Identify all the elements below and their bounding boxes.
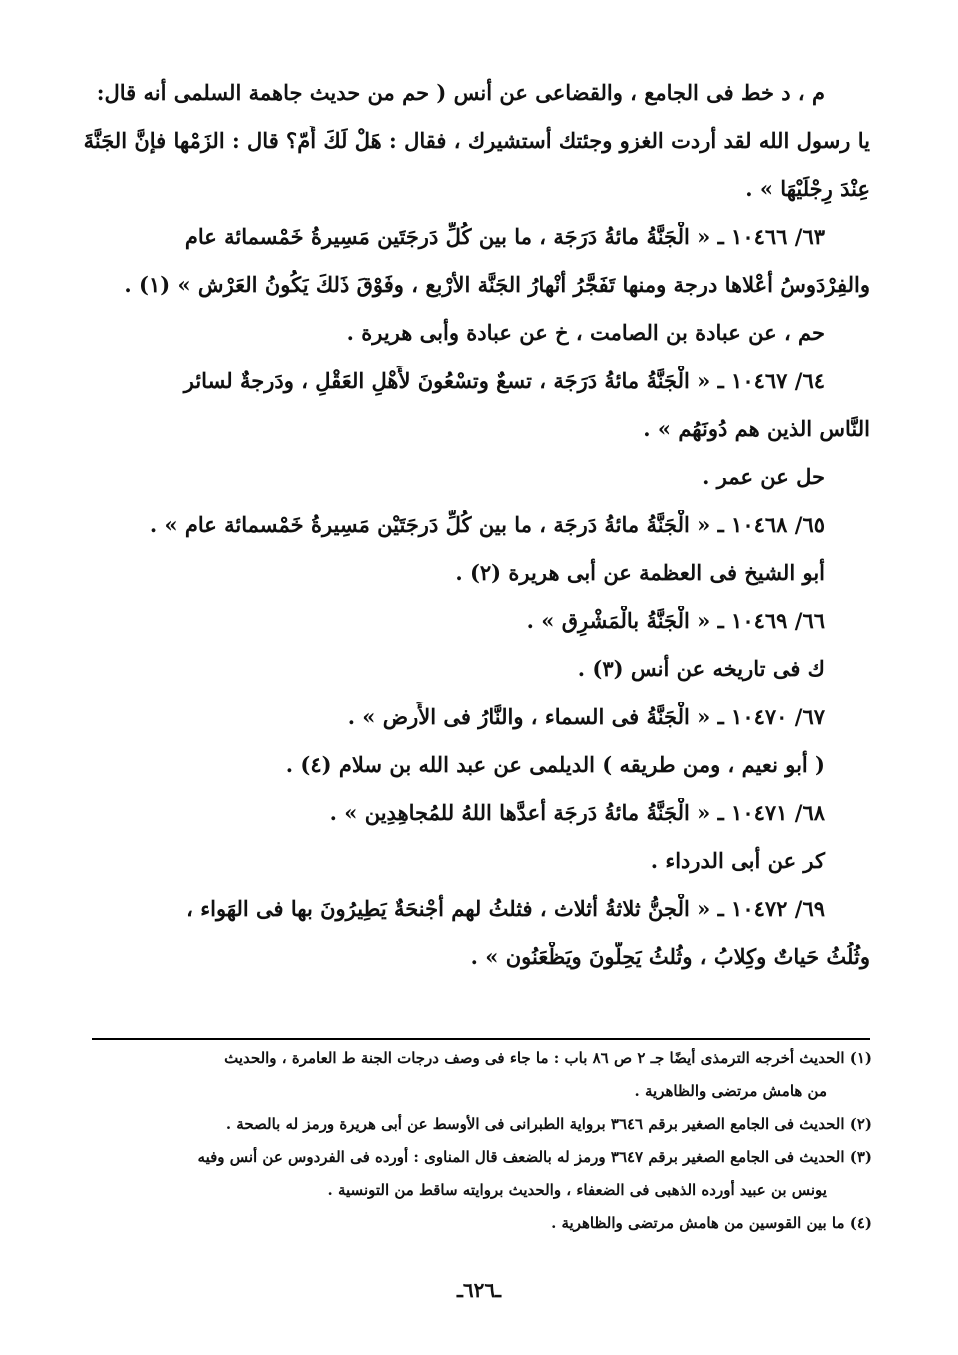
text-line: ( أبو نعيم ، ومن طريقه ) الديلمى عن عبد الله بن سلام (٤) . — [285, 752, 825, 777]
text-line: ٦٧/ ١٠٤٧٠ ـ « الْجَنَّةُ فى السماء ، والنَّارُ فى الأَرض » . — [347, 704, 825, 729]
text-line: النَّاس الذين هم دُونَهُم » . — [643, 416, 870, 441]
footnote-line: (١) الحديث أخرجه الترمذى أيضًا جـ ٢ ص ٨٦ باب : ما جاء فى وصف درجات الجنة ط العامرة ، والحديث — [224, 1049, 872, 1067]
footnote-line: (٤) ما بين القوسين من هامش مرتضى والظاهرية . — [551, 1214, 872, 1232]
text-line: أبو الشيخ فى العظمة عن أبى هريرة (٢) . — [455, 560, 825, 585]
text-line: ٦٣/ ١٠٤٦٦ ـ « الْجَنَّةُ مائةُ دَرَجَة ، ما بين كُلِّ دَرجَتَين مَسِيرةُ خَمْسمائة عام — [184, 224, 825, 249]
text-line: حم ، عن عبادة بن الصامت ، خ عن عبادة وأبى هريرة . — [346, 320, 825, 345]
footnote-divider — [92, 1038, 870, 1040]
text-line: والفِرْدَوسُ أعْلاها درجة ومنها تَفَجَّرُ أنْهارُ الجَنَّة الأرْبع ، وفَوْقَ ذَلكَ يَكُونُ العَرْش » (١) . — [124, 272, 870, 297]
text-line: ٦٩/ ١٠٤٧٢ ـ « الْجنُّ ثلاثةُ أثلاث ، فثلثُ لهم أجْنحَةٌ يَطِيرُونَ بها فى الهَواء ، — [186, 896, 825, 921]
main-text — [80, 78, 870, 990]
footnote-line: (٣) الحديث فى الجامع الصغير برقم ٣٦٤٧ ورمز له بالضعف قال المناوى : أورده فى الفردوس عن أنس وفيه — [197, 1148, 872, 1166]
text-line: حل عن عمر . — [702, 464, 825, 489]
text-line: عِنْدَ رِجْلَيْهَا » . — [745, 176, 870, 201]
text-line: كر عن أبى الدرداء . — [650, 848, 825, 873]
text-line: ك فى تاريخه عن أنس (٣) . — [577, 656, 825, 681]
text-line: م ، د خط فى الجامع ، والقضاعى عن أنس ( حم من حديث جاهمة السلمى أنه قال: — [96, 80, 825, 105]
footnote-line: (٢) الحديث فى الجامع الصغير برقم ٣٦٤٦ برواية الطبرانى فى الأوسط عن أبى هريرة ورمز له بالصحة . — [225, 1115, 872, 1133]
footnote-line: يونس بن عبيد أورده الذهبى فى الضعفاء ، والحديث بروايته ساقط من التونسية . — [327, 1181, 827, 1199]
text-line: ٦٨/ ١٠٤٧١ ـ « الْجَنَّةُ مائةُ دَرجَة أعدَّها اللهُ للمُجاهِدِين » . — [329, 800, 825, 825]
text-line: وثُلُثُ حَياتٌ وكِلابُ ، وثُلثُ يَحِلُّونَ ويَظْعَنُون » . — [470, 944, 870, 969]
page-number: ـ٦٢٦ـ — [457, 1278, 501, 1302]
text-line: يا رسول الله لقد أردت الغزو وجئتك أستشيرك ، فقال : هَلْ لَكَ أُمّ؟ قال : الزَمْها فإنَّ الجَنَّةَ — [83, 128, 870, 153]
footnote-line: من هامش مرتضى والظاهرية . — [634, 1082, 827, 1100]
text-line: ٦٤/ ١٠٤٦٧ ـ « الْجَنَّةُ مائةُ دَرَجَة ، تسعٌ وتسْعُونَ لأَهْلِ العَقْلِ ، ودَرجةٌ لسائر — [183, 368, 825, 393]
footnotes — [80, 1048, 872, 1246]
text-line: ٦٥/ ١٠٤٦٨ ـ « الْجَنَّةُ مائةُ دَرجَة ، ما بين كُلِّ دَرجَتَيْن مَسِيرةُ خَمْسمائة عام » . — [149, 512, 825, 537]
text-line: ٦٦/ ١٠٤٦٩ ـ « الْجَنَّةُ بالْمَشْرِق » . — [526, 608, 825, 633]
